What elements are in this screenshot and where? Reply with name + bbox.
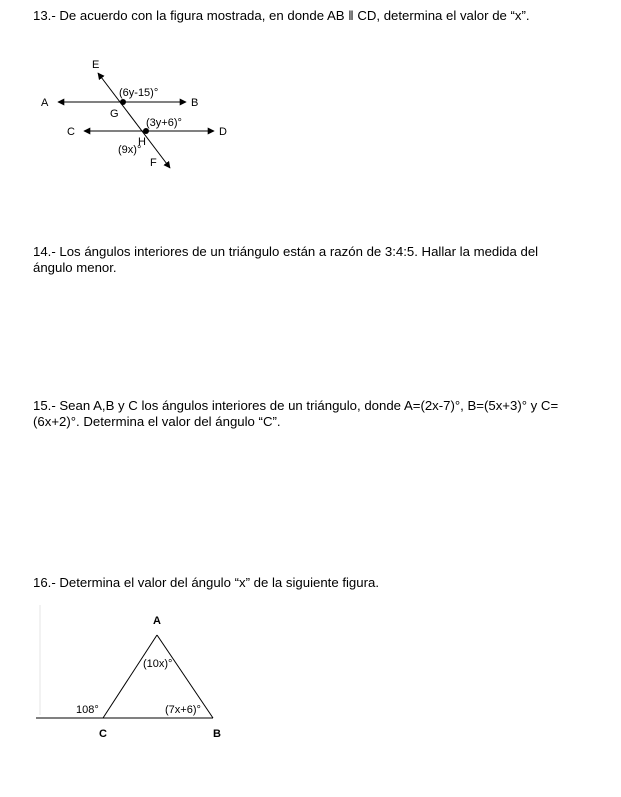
angle-label-bottom: (9x)° [118, 144, 142, 156]
problem-14-text: 14.- Los ángulos interiores de un triángulo están a razón de 3:4:5. Hallar la medida del ángulo menor. [33, 244, 539, 275]
exterior-angle-label: 108° [76, 704, 99, 716]
label-h: H [138, 136, 146, 148]
vertex-label-c: C [99, 728, 107, 740]
angle-label-b: (7x+6)° [165, 704, 201, 716]
problem-15-text: 15.- Sean A,B y C los ángulos interiores de un triángulo, donde A=(2x-7)°, B=(5x+3)° y C=(6x+2)°. Determina el valor del ángulo “C”. [33, 398, 559, 429]
problem-13-text: 13.- De acuerdo con la figura mostrada, en donde AB ‖ CD, determina el valor de “x”. [33, 8, 530, 23]
label-c: C [67, 126, 75, 138]
point-g [120, 99, 126, 105]
angle-label-a: (10x)° [143, 658, 173, 670]
vertex-label-b: B [213, 728, 221, 740]
label-a: A [41, 97, 49, 109]
label-b: B [191, 97, 199, 109]
label-f: F [150, 157, 157, 169]
angle-label-top: (6y-15)° [119, 87, 159, 99]
label-d: D [219, 126, 227, 138]
vertex-label-a: A [153, 615, 161, 627]
angle-label-mid: (3y+6)° [146, 117, 182, 129]
label-g: G [110, 108, 119, 120]
problem-16-text: 16.- Determina el valor del ángulo “x” de la siguiente figura. [33, 575, 379, 590]
label-e: E [92, 59, 100, 71]
triangle-side-ca [103, 635, 157, 718]
